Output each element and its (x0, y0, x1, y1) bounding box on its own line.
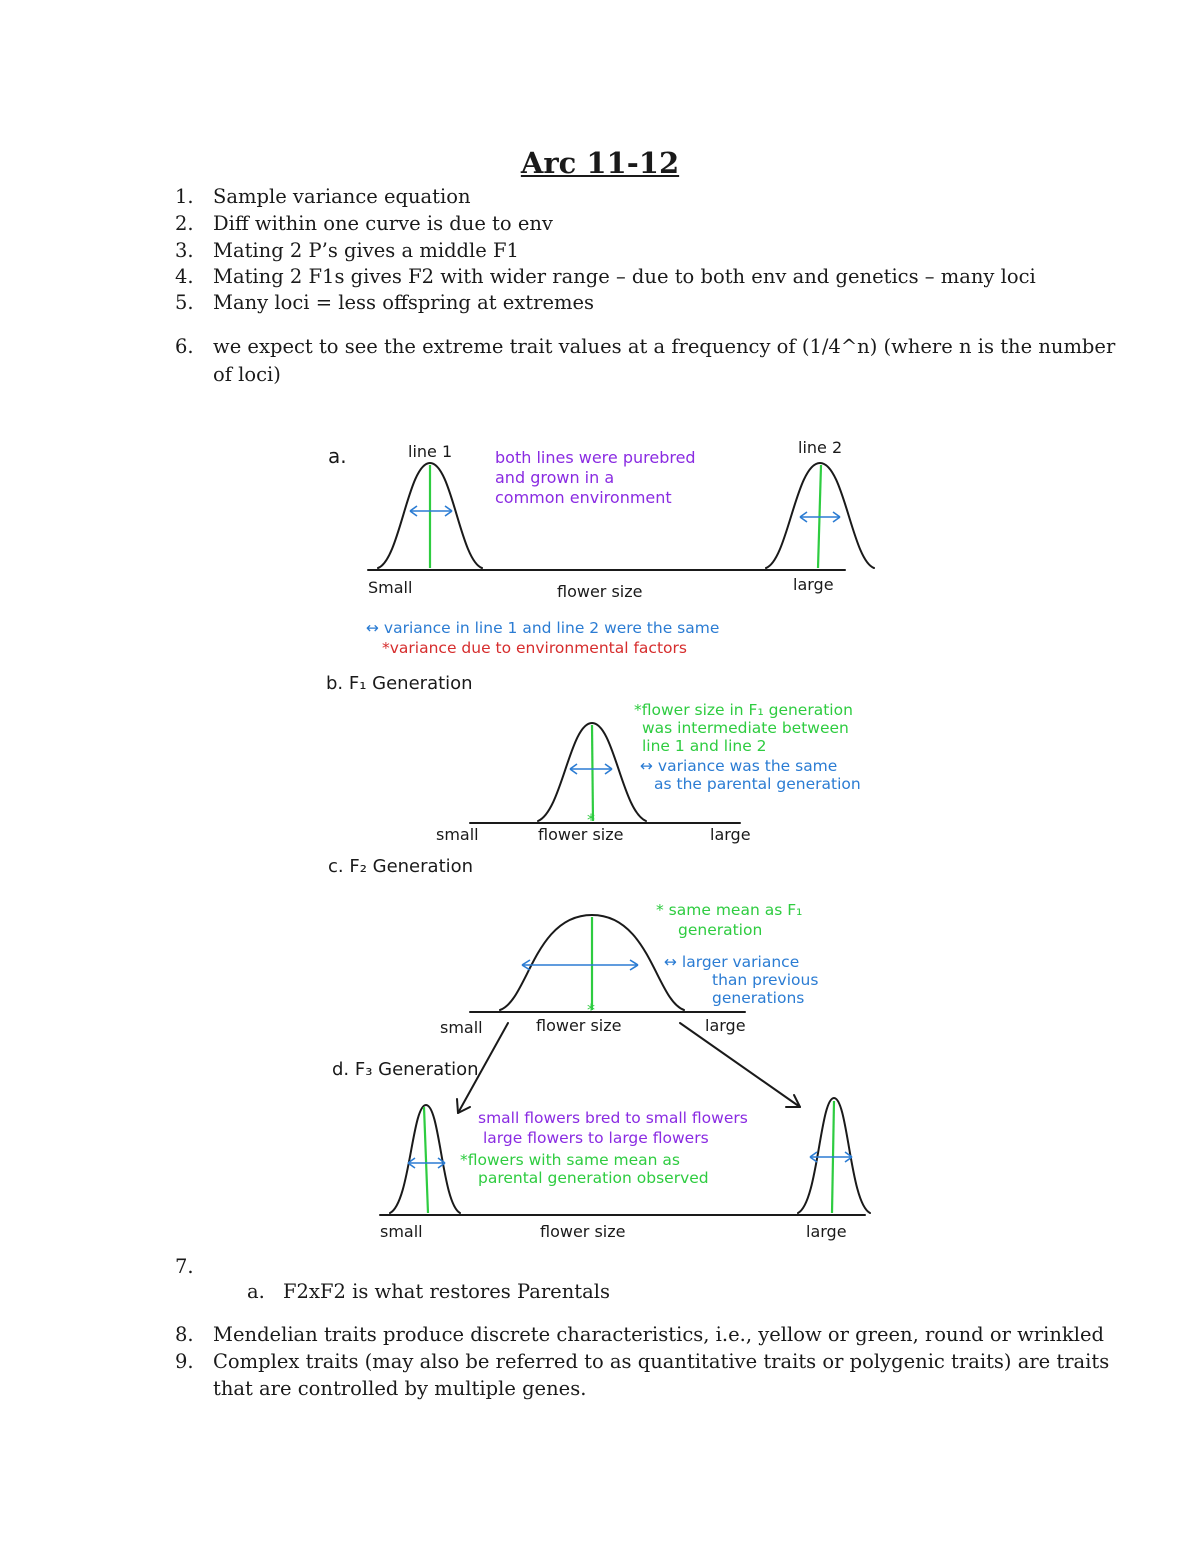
sub-list-text: F2xF2 is what restores Parentals (283, 1280, 610, 1303)
note-a-variance: ↔ variance in line 1 and line 2 were the same (366, 619, 720, 637)
list-number: 1. (175, 185, 194, 208)
label-line-1: line 1 (408, 442, 453, 461)
note-b-size-1: *flower size in F₁ generation (634, 701, 853, 719)
label-b: b. F₁ Generation (326, 673, 473, 694)
note-b-size-3: line 1 and line 2 (642, 737, 767, 755)
list-number: 2. (175, 212, 194, 235)
label-small-b: small (436, 825, 479, 844)
note-c-mean-1: * same mean as F₁ (656, 901, 803, 919)
note-c-variance-3: generations (712, 989, 805, 1007)
note-d-bred-1: small flowers bred to small flowers (478, 1109, 748, 1127)
list-text-line-1: we expect to see the extreme trait values at a frequency of (1/4^n) (where n is the number (213, 335, 1116, 358)
mean-line-f1 (592, 725, 593, 821)
note-b-size-2: was intermediate between (642, 719, 849, 737)
label-d: d. F₃ Generation (332, 1059, 479, 1080)
list-text-line-2: of loci) (213, 363, 281, 386)
list-number: 4. (175, 265, 194, 288)
note-d-mean-1: *flowers with same mean as (460, 1151, 680, 1169)
note-a-purebred-2: and grown in a (495, 468, 615, 487)
note-b-variance-1: ↔ variance was the same (640, 757, 838, 775)
label-axis-a: flower size (557, 582, 643, 601)
list-text-line-1: Complex traits (may also be referred to as quantitative traits or polygenic traits) are traits (213, 1350, 1110, 1373)
arrow-to-large (680, 1023, 800, 1107)
mean-line-f3-small (424, 1107, 428, 1213)
list-number: 5. (175, 291, 194, 314)
list-text: Mendelian traits produce discrete characteristics, i.e., yellow or green, round or wrinkled (213, 1323, 1104, 1346)
list-text: Mating 2 P’s gives a middle F1 (213, 239, 519, 262)
page-title: Arc 11-12 (520, 146, 680, 180)
note-a-purebred-3: common environment (495, 488, 672, 507)
list-number: 7. (175, 1255, 194, 1278)
list-text: Mating 2 F1s gives F2 with wider range – due to both env and genetics – many loci (213, 265, 1036, 288)
list-text-line-2: that are controlled by multiple genes. (213, 1377, 587, 1400)
label-large-a: large (793, 575, 834, 594)
list-text: Many loci = less offspring at extremes (213, 291, 595, 314)
label-large-d: large (806, 1222, 847, 1241)
label-large-c: large (705, 1016, 746, 1035)
flower-size-figure (300, 425, 940, 1255)
label-c: c. F₂ Generation (328, 856, 474, 877)
note-a-env: *variance due to environmental factors (382, 639, 687, 657)
note-c-mean-2: generation (678, 921, 763, 939)
label-small-c: small (440, 1018, 483, 1037)
list-number: 9. (175, 1350, 194, 1373)
list-text: Diff within one curve is due to env (213, 212, 553, 235)
mean-star-f1: * (587, 810, 595, 829)
mean-star-f2: * (587, 1000, 595, 1019)
note-b-variance-2: as the parental generation (654, 775, 861, 793)
note-d-mean-2: parental generation observed (478, 1169, 709, 1187)
note-c-variance-2: than previous (712, 971, 819, 989)
list-number: 8. (175, 1323, 194, 1346)
label-axis-b: flower size (538, 825, 624, 844)
note-d-bred-2: large flowers to large flowers (483, 1129, 709, 1147)
sub-list-letter: a. (247, 1280, 265, 1303)
label-a: a. (328, 444, 347, 468)
list-number: 6. (175, 335, 194, 358)
note-a-purebred-1: both lines were purebred (495, 448, 696, 467)
list-number: 3. (175, 239, 194, 262)
label-large-b: large (710, 825, 751, 844)
label-axis-c: flower size (536, 1016, 622, 1035)
label-line-2: line 2 (798, 438, 843, 457)
sub-list-item (247, 1278, 610, 1305)
label-small-a: Small (368, 578, 413, 597)
label-small-d: small (380, 1222, 423, 1241)
list-text: Sample variance equation (213, 185, 471, 208)
label-axis-d: flower size (540, 1222, 626, 1241)
note-c-variance-1: ↔ larger variance (664, 953, 800, 971)
